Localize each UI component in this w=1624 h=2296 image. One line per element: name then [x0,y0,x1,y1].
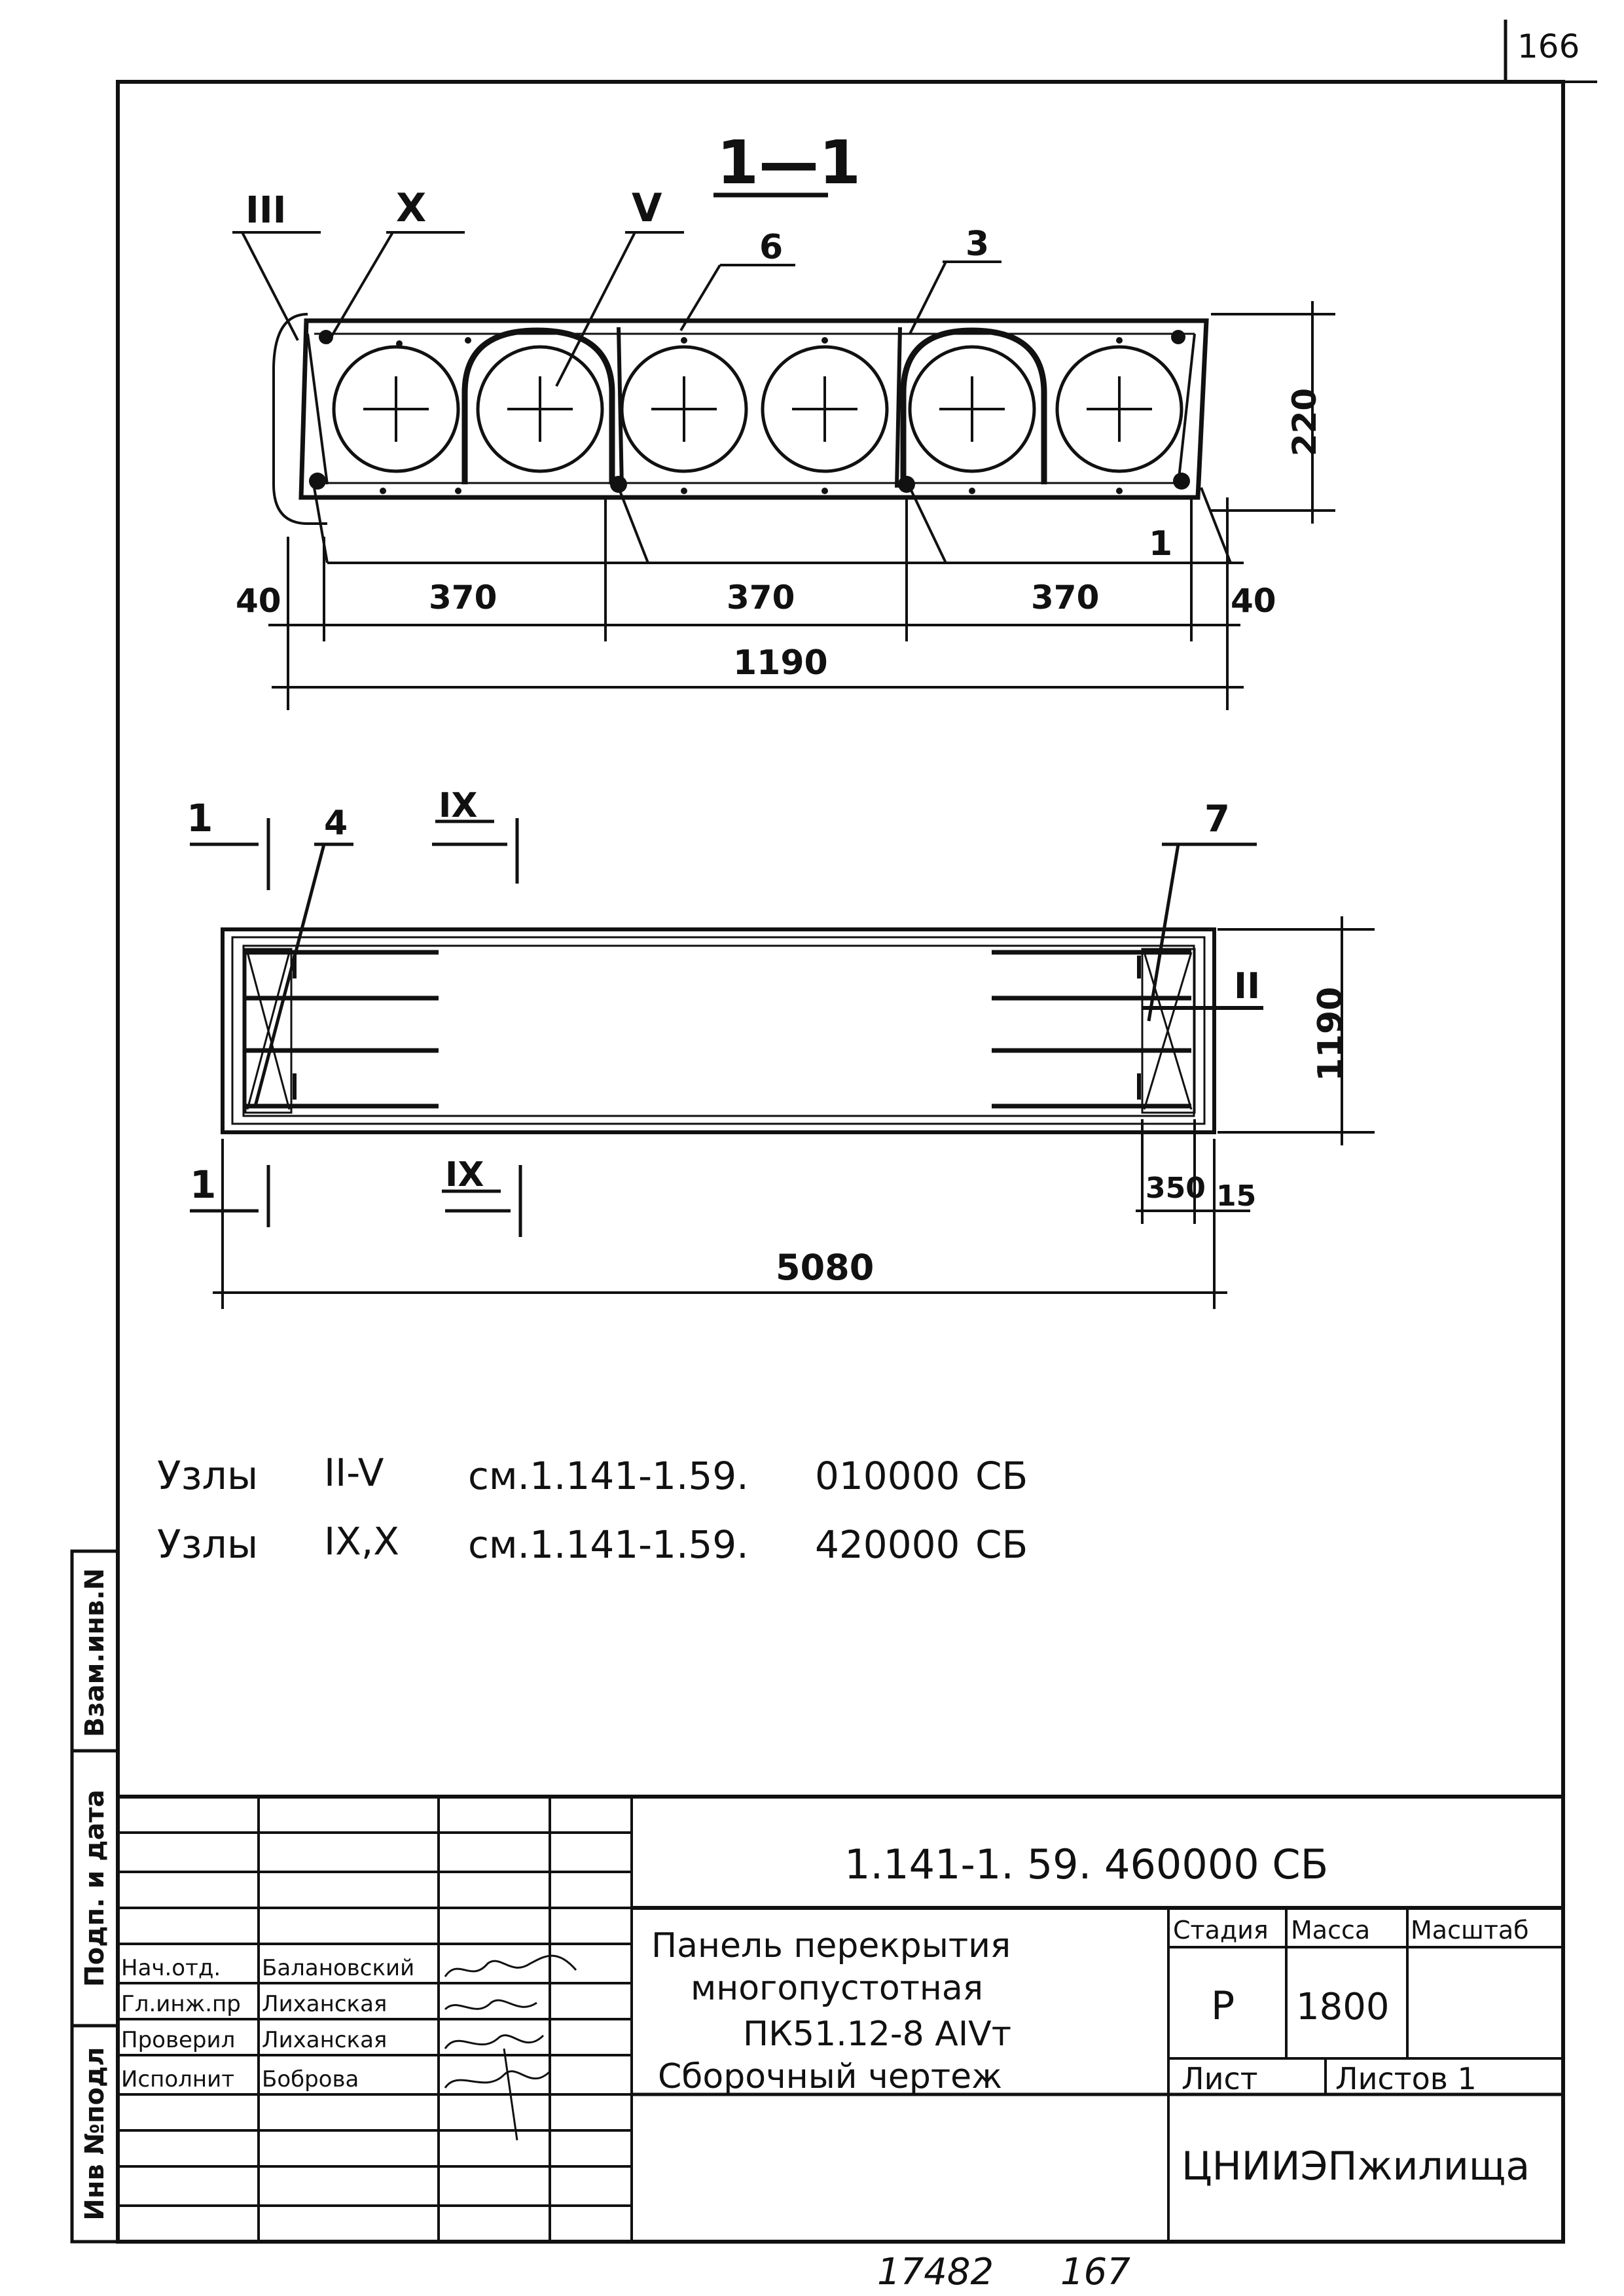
dim-length: 5080 [776,1247,875,1288]
title-line-4: Сборочный чертеж [658,2057,1002,2096]
note-ref: см.1.141-1.59. [468,1454,749,1498]
organization: ЦНИИЭПжилища [1182,2144,1530,2189]
sheet-label: Лист [1182,2061,1258,2096]
callout-4: 4 [324,804,348,843]
designation: 1.141-1. 59. 460000 СБ [844,1840,1329,1888]
node-ix-bottom: IX [445,1155,484,1194]
side-label-inv: Инв №подл [80,2047,110,2221]
section-view [232,128,1335,710]
dim-width: 1190 [1311,986,1350,1082]
staff-role: Гл.инж.пр [121,1991,241,2017]
title-line-1: Панель перекрытия [651,1926,1011,1965]
cut-mark-1: 1 [187,796,213,840]
title-block [118,1797,1563,2242]
staff-role: Проверил [121,2027,236,2053]
dim-bottom: 40 [1231,582,1276,620]
callout-6: 6 [759,228,784,267]
note-suffix: СБ [975,1522,1028,1567]
note-label: Узлы [157,1522,259,1568]
callout-ii: II [1234,965,1261,1007]
dim-bottom: 370 [727,579,795,617]
side-label-vzam: Взам.инв.N [80,1568,110,1738]
callout-v: V [632,185,662,231]
callout-1: 1 [1149,524,1173,564]
title-line-3: ПК51.12-8 АIVт [743,2015,1012,2054]
dim-height: 220 [1286,387,1324,457]
staff-name: Балановский [262,1955,415,1981]
note-suffix: СБ [975,1454,1028,1498]
title-line-2: многопустотная [691,1969,984,2008]
dim-15: 15 [1216,1179,1257,1213]
header-scale: Масштаб [1411,1916,1529,1945]
header-mass: Масса [1291,1916,1371,1945]
staff-role: Исполнит [121,2066,235,2092]
bottom-number-1: 17482 [877,2251,994,2293]
side-strip [72,1551,118,2242]
note-code: 010000 [815,1454,960,1498]
cut-mark-1-bottom: 1 [190,1162,217,1207]
bottom-number-2: 167 [1060,2251,1130,2293]
staff-name: Лиханская [262,2027,388,2053]
note-nodes: II-V [324,1450,384,1495]
dim-bottom: 370 [1031,579,1100,617]
header-stage: Стадия [1173,1916,1269,1945]
plan-view [187,786,1375,1309]
dim-total-width: 1190 [733,643,828,683]
staff-name: Лиханская [262,1991,388,2017]
dim-bottom: 370 [429,579,497,617]
note-nodes: IX,X [324,1519,400,1564]
reinforcement-loop [903,331,1044,484]
cavities [334,347,1182,471]
panel-section-outline [301,321,1206,497]
value-mass: 1800 [1296,1986,1390,2028]
notes [157,1450,1028,1568]
callout-7: 7 [1204,798,1230,840]
callout-iii: III [245,189,287,232]
page-number-top: 166 [1517,27,1580,65]
note-code: 420000 [815,1522,960,1567]
callout-3: 3 [965,224,990,264]
panel-plan-outline [223,929,1214,1132]
note-label: Узлы [157,1453,259,1499]
node-ix: IX [439,786,478,825]
staff-role: Нач.отд. [121,1955,221,1981]
dim-bottom: 40 [236,582,281,620]
sheets-label: Листов 1 [1335,2061,1477,2096]
side-label-podp: Подп. и дата [80,1789,110,1987]
callout-x: X [396,185,427,231]
dim-350: 350 [1146,1172,1206,1205]
note-ref: см.1.141-1.59. [468,1522,749,1567]
reinforcement-loop [465,331,612,484]
section-title: 1—1 [717,128,861,198]
value-stage: Р [1211,1983,1235,2029]
staff-name: Боброва [262,2066,359,2092]
